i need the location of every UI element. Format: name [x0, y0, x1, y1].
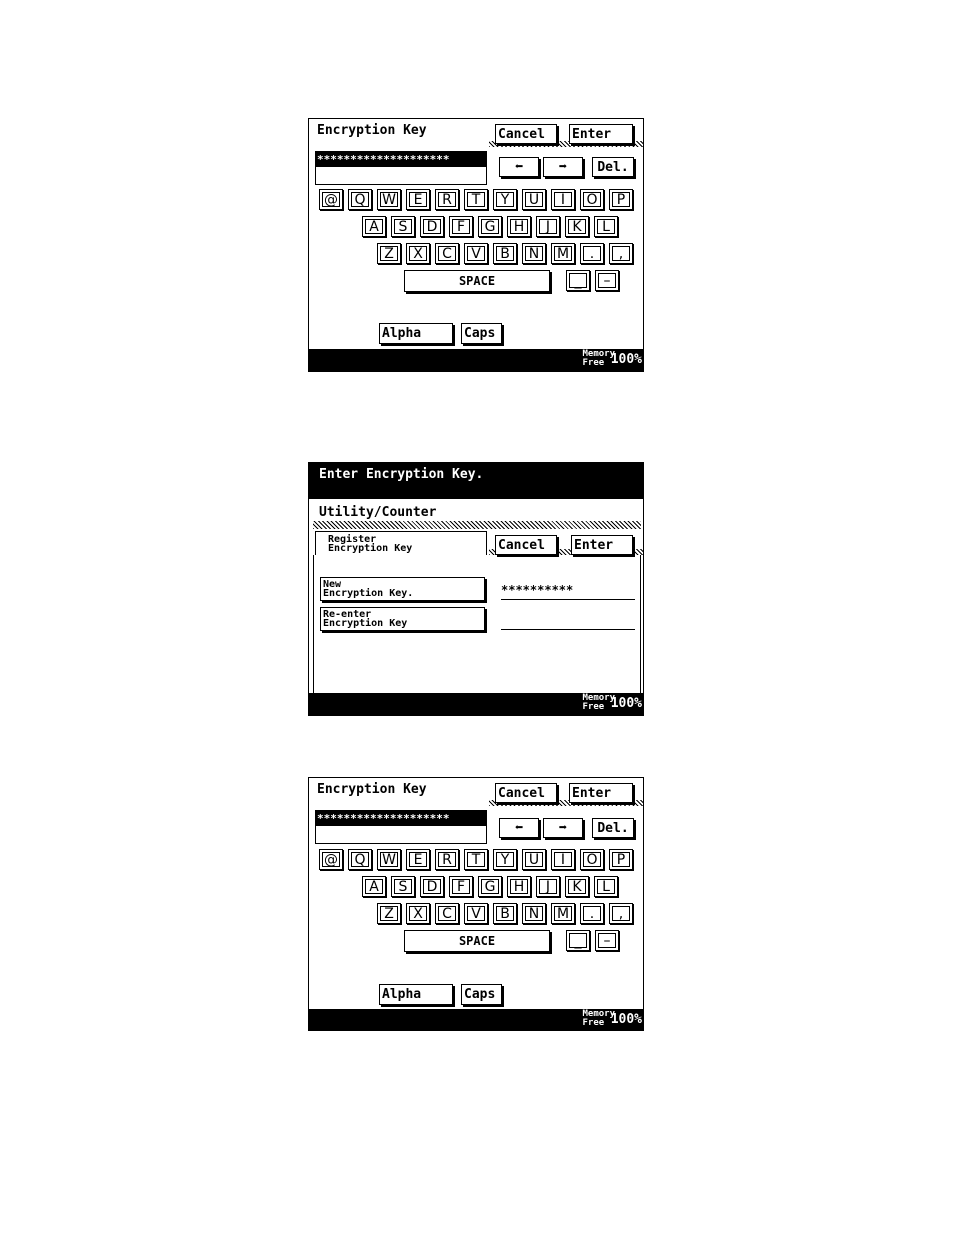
caps-button[interactable]: Caps	[461, 323, 502, 344]
key-y[interactable]: Y	[493, 849, 517, 870]
cancel-button[interactable]: Cancel	[495, 124, 557, 144]
key-j[interactable]: J	[536, 216, 560, 237]
key-period[interactable]: .	[580, 903, 604, 924]
enter-button[interactable]: Enter	[569, 783, 633, 803]
key-k[interactable]: K	[565, 216, 589, 237]
key-h[interactable]: H	[507, 216, 531, 237]
key-r[interactable]: R	[435, 189, 459, 210]
key-underscore[interactable]: _	[566, 270, 590, 291]
reenter-key-line2: Encryption Key	[323, 618, 408, 629]
key-s[interactable]: S	[391, 216, 415, 237]
key-dash[interactable]: –	[595, 270, 619, 291]
enter-button[interactable]: Enter	[569, 124, 633, 144]
encryption-key-input[interactable]: ********************	[315, 151, 487, 167]
space-key[interactable]: SPACE	[404, 270, 550, 292]
new-encryption-key-label	[323, 580, 413, 598]
key-at[interactable]: @	[319, 849, 343, 870]
breadcrumb: Utility/Counter	[319, 505, 437, 520]
key-t[interactable]: T	[464, 849, 488, 870]
cursor-left-button[interactable]: ⬅	[499, 818, 539, 838]
alpha-button[interactable]: Alpha	[379, 323, 453, 344]
reenter-key-line1: Re-enter	[323, 609, 372, 620]
encryption-key-input[interactable]: ********************	[315, 810, 487, 826]
register-tab-label	[328, 535, 412, 553]
delete-button[interactable]: Del.	[592, 818, 634, 838]
enter-button[interactable]: Enter	[571, 535, 633, 555]
key-v[interactable]: V	[464, 243, 488, 264]
key-p[interactable]: P	[609, 849, 633, 870]
key-s[interactable]: S	[391, 876, 415, 897]
key-x[interactable]: X	[406, 243, 430, 264]
key-i[interactable]: I	[551, 849, 575, 870]
key-g[interactable]: G	[478, 216, 502, 237]
key-j[interactable]: J	[536, 876, 560, 897]
cancel-button[interactable]: Cancel	[495, 783, 557, 803]
input-second-line	[315, 167, 487, 185]
key-l[interactable]: L	[594, 876, 618, 897]
cursor-right-button[interactable]: ➡	[543, 818, 583, 838]
key-u[interactable]: U	[522, 849, 546, 870]
key-z[interactable]: Z	[377, 903, 401, 924]
reenter-encryption-key-label	[323, 610, 407, 628]
status-bar	[309, 1009, 643, 1031]
reenter-encryption-key-button[interactable]	[320, 607, 485, 631]
register-key-panel	[308, 462, 644, 716]
memory-free-percent: 100%	[610, 1012, 642, 1027]
new-encryption-key-button[interactable]	[320, 577, 485, 601]
key-e[interactable]: E	[406, 849, 430, 870]
key-underscore[interactable]: _	[566, 930, 590, 951]
memory-label-line2: Free	[582, 358, 605, 368]
key-b[interactable]: B	[493, 243, 517, 264]
key-p[interactable]: P	[609, 189, 633, 210]
key-k[interactable]: K	[565, 876, 589, 897]
key-u[interactable]: U	[522, 189, 546, 210]
key-w[interactable]: W	[377, 189, 401, 210]
key-r[interactable]: R	[435, 849, 459, 870]
cursor-left-button[interactable]: ⬅	[499, 157, 539, 177]
input-second-line	[315, 826, 487, 844]
new-encryption-key-value: **********	[501, 583, 635, 600]
key-q[interactable]: Q	[348, 849, 372, 870]
memory-label-line1: Memory	[582, 693, 615, 703]
key-i[interactable]: I	[551, 189, 575, 210]
key-n[interactable]: N	[522, 903, 546, 924]
key-f[interactable]: F	[449, 216, 473, 237]
key-w[interactable]: W	[377, 849, 401, 870]
memory-free-percent: 100%	[610, 696, 642, 711]
key-f[interactable]: F	[449, 876, 473, 897]
key-o[interactable]: O	[580, 189, 604, 210]
key-o[interactable]: O	[580, 849, 604, 870]
alpha-button[interactable]: Alpha	[379, 984, 453, 1005]
cancel-button[interactable]: Cancel	[495, 535, 557, 555]
key-c[interactable]: C	[435, 903, 459, 924]
key-dash[interactable]: –	[595, 930, 619, 951]
message-header	[309, 463, 643, 499]
new-key-line1: New	[323, 579, 342, 590]
key-y[interactable]: Y	[493, 189, 517, 210]
key-b[interactable]: B	[493, 903, 517, 924]
key-m[interactable]: M	[551, 903, 575, 924]
key-m[interactable]: M	[551, 243, 575, 264]
key-a[interactable]: A	[362, 876, 386, 897]
key-l[interactable]: L	[594, 216, 618, 237]
breadcrumb-divider	[313, 521, 641, 529]
key-at[interactable]: @	[319, 189, 343, 210]
status-bar	[309, 349, 643, 371]
cursor-right-button[interactable]: ➡	[543, 157, 583, 177]
key-a[interactable]: A	[362, 216, 386, 237]
key-v[interactable]: V	[464, 903, 488, 924]
key-c[interactable]: C	[435, 243, 459, 264]
memory-label-line2: Free	[582, 702, 605, 712]
key-d[interactable]: D	[420, 216, 444, 237]
key-d[interactable]: D	[420, 876, 444, 897]
key-comma[interactable]: ,	[609, 243, 633, 264]
caps-button[interactable]: Caps	[461, 984, 502, 1005]
key-t[interactable]: T	[464, 189, 488, 210]
key-period[interactable]: .	[580, 243, 604, 264]
register-tab-line2: Encryption Key	[328, 543, 413, 554]
status-bar	[309, 693, 643, 715]
register-tab-line1: Register	[328, 534, 377, 545]
key-x[interactable]: X	[406, 903, 430, 924]
key-e[interactable]: E	[406, 189, 430, 210]
memory-label-line1: Memory	[582, 349, 615, 359]
memory-free-percent: 100%	[610, 352, 642, 367]
key-comma[interactable]: ,	[609, 903, 633, 924]
memory-label-line1: Memory	[582, 1009, 615, 1019]
key-g[interactable]: G	[478, 876, 502, 897]
header-message: Enter Encryption Key.	[319, 467, 484, 482]
space-key[interactable]: SPACE	[404, 930, 550, 952]
key-n[interactable]: N	[522, 243, 546, 264]
memory-label-line2: Free	[582, 1018, 605, 1028]
panel-title: Encryption Key	[317, 782, 427, 797]
panel-title: Encryption Key	[317, 123, 427, 138]
register-tab	[315, 531, 487, 555]
key-z[interactable]: Z	[377, 243, 401, 264]
keyboard-panel-top	[308, 118, 644, 372]
delete-button[interactable]: Del.	[592, 157, 634, 177]
key-q[interactable]: Q	[348, 189, 372, 210]
reenter-encryption-key-value	[501, 613, 635, 630]
keyboard-panel-bottom	[308, 777, 644, 1031]
key-h[interactable]: H	[507, 876, 531, 897]
new-key-line2: Encryption Key.	[323, 588, 414, 599]
